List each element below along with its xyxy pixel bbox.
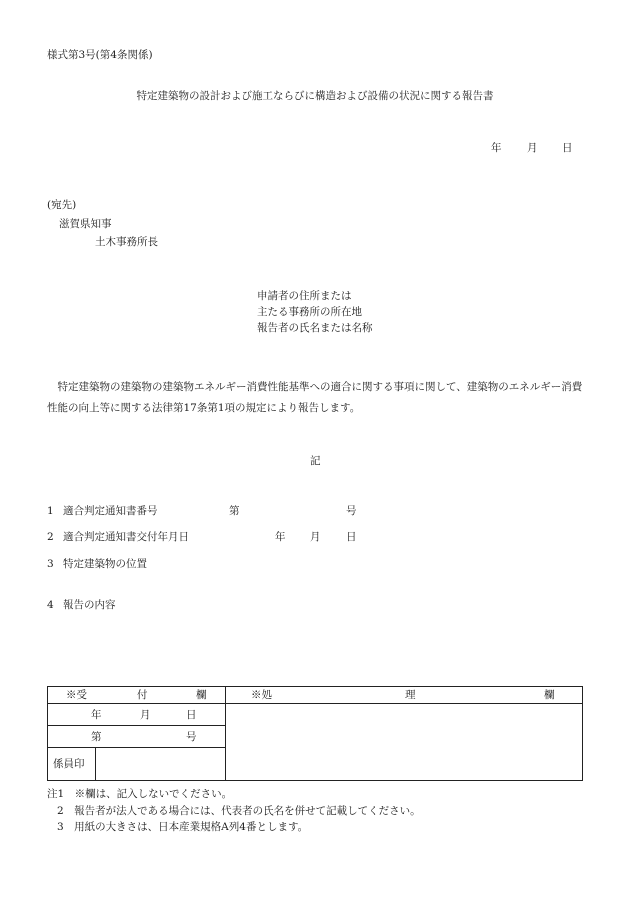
- receipt-number-cell: [48, 726, 226, 748]
- note-2: 2 報告者が法人である場合には、代表者の氏名を併せて記載してください。: [57, 805, 421, 817]
- item-number: 4: [47, 599, 54, 611]
- addressee-governor: 滋賀県知事: [59, 218, 112, 230]
- item-report-content: [47, 600, 116, 611]
- item-label: 適合判定通知書番号: [63, 505, 158, 517]
- date-year-label: 年: [491, 142, 502, 154]
- receipt-date-cell: [48, 704, 226, 726]
- receipt-mark: ※受: [66, 688, 87, 701]
- item-building-location: [47, 559, 147, 570]
- applicant-office-label: 主たる事務所の所在地: [257, 306, 362, 318]
- processing-header-cell: [226, 687, 583, 704]
- staff-seal-cell: [48, 748, 226, 781]
- receipt-ran: 欄: [196, 688, 207, 701]
- note-3: 3 用紙の大きさは、日本産業規格A列4番とします。: [57, 821, 309, 833]
- item-label: 適合判定通知書交付年月日: [63, 531, 189, 543]
- date-month-label: 月: [527, 142, 538, 154]
- item-number: 2: [47, 531, 54, 543]
- item-number: 1: [47, 505, 54, 517]
- staff-seal-label: 係員印: [53, 757, 85, 770]
- item-notice-number: [47, 506, 158, 517]
- processing-mark: ※処: [251, 688, 272, 701]
- form-number: 様式第3号(第4条関係): [47, 49, 153, 61]
- notice-date-year: 年: [275, 531, 286, 543]
- applicant-address-label: 申請者の住所または: [257, 290, 352, 302]
- item-number: 3: [47, 558, 54, 570]
- note-1: 注1 ※欄は、記入しないでください。: [47, 788, 233, 800]
- receipt-date-day: 日: [186, 708, 197, 721]
- receipt-number-go: 号: [186, 730, 197, 743]
- document-title: 特定建築物の設計および施工ならびに構造および設備の状況に関する報告書: [136, 90, 494, 102]
- processing-ran: 欄: [544, 688, 555, 701]
- receipt-table: [47, 686, 583, 781]
- item-label: 報告の内容: [63, 599, 116, 611]
- notice-date-month: 月: [310, 531, 321, 543]
- notice-number-dai: 第: [229, 505, 240, 517]
- addressee-label: (宛先): [47, 199, 77, 211]
- receipt-date-year: 年: [91, 708, 102, 721]
- receipt-tsuke: 付: [137, 688, 148, 701]
- receipt-date-month: 月: [140, 708, 151, 721]
- notice-number-go: 号: [346, 505, 357, 517]
- applicant-name-label: 報告者の氏名または名称: [257, 322, 373, 334]
- report-statement: 特定建築物の建築物の建築物エネルギー消費性能基準への適合に関する事項に関して、建築物のエネルギー消費性能の向上等に関する法律第17条第1項の規定により報告します。: [47, 381, 583, 414]
- processing-cell: [226, 704, 583, 781]
- date-day-label: 日: [562, 142, 573, 154]
- notice-date-day: 日: [346, 531, 357, 543]
- receipt-number-dai: 第: [91, 730, 102, 743]
- staff-seal-label-box: [48, 748, 96, 780]
- addressee-office-chief: 土木事務所長: [95, 236, 158, 248]
- receipt-header-cell: [48, 687, 226, 704]
- ki-heading: 記: [310, 455, 321, 467]
- item-notice-date: [47, 532, 189, 543]
- item-label: 特定建築物の位置: [63, 558, 147, 570]
- processing-ri: 理: [405, 688, 416, 701]
